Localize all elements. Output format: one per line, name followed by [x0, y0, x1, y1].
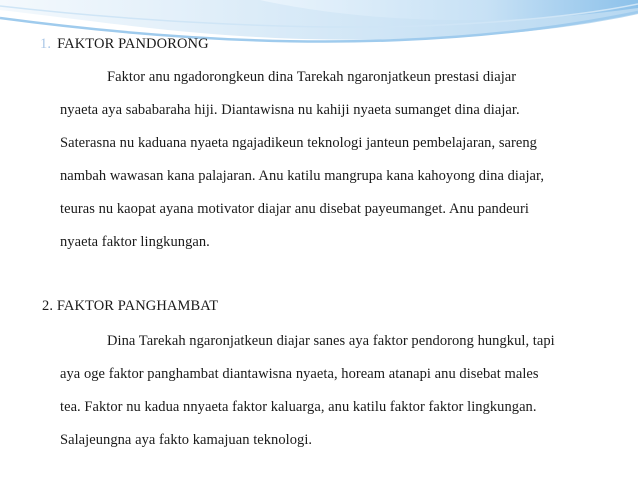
section-heading-pandorong	[40, 36, 209, 53]
paragraph-line: nyaeta aya sababaraha hiji. Diantawisna nu kahiji nyaeta sumanget dina diajar.	[60, 102, 520, 118]
list-number: 1.	[40, 36, 52, 52]
heading-text: FAKTOR PANDORONG	[57, 36, 209, 52]
paragraph-line: Saterasna nu kaduana nyaeta ngajadikeun teknologi janteun pembelajaran, sareng	[60, 135, 537, 151]
list-number: 2.	[42, 298, 54, 314]
paragraph-line: nambah wawasan kana palajaran. Anu katilu mangrupa kana kahoyong dina diajar,	[60, 168, 545, 184]
paragraph-line: Salajeungna aya fakto kamajuan teknologi.	[60, 432, 313, 448]
heading-text: FAKTOR PANGHAMBAT	[56, 298, 219, 314]
paragraph-line: aya oge faktor panghambat diantawisna nyaeta, hoream atanapi anu disebat males	[60, 366, 539, 382]
paragraph-line: nyaeta faktor lingkungan.	[60, 234, 210, 250]
section-heading-panghambat	[42, 298, 218, 315]
paragraph-line: tea. Faktor nu kadua nnyaeta faktor kaluarga, anu katilu faktor faktor lingkungan.	[60, 399, 537, 415]
paragraph-line: Faktor anu ngadorongkeun dina Tarekah ngaronjatkeun prestasi diajar	[107, 69, 517, 85]
paragraph-line: Dina Tarekah ngaronjatkeun diajar sanes aya faktor pendorong hungkul, tapi	[107, 333, 555, 349]
paragraph-line: teuras nu kaopat ayana motivator diajar anu disebat payeumanget. Anu pandeuri	[60, 201, 529, 217]
